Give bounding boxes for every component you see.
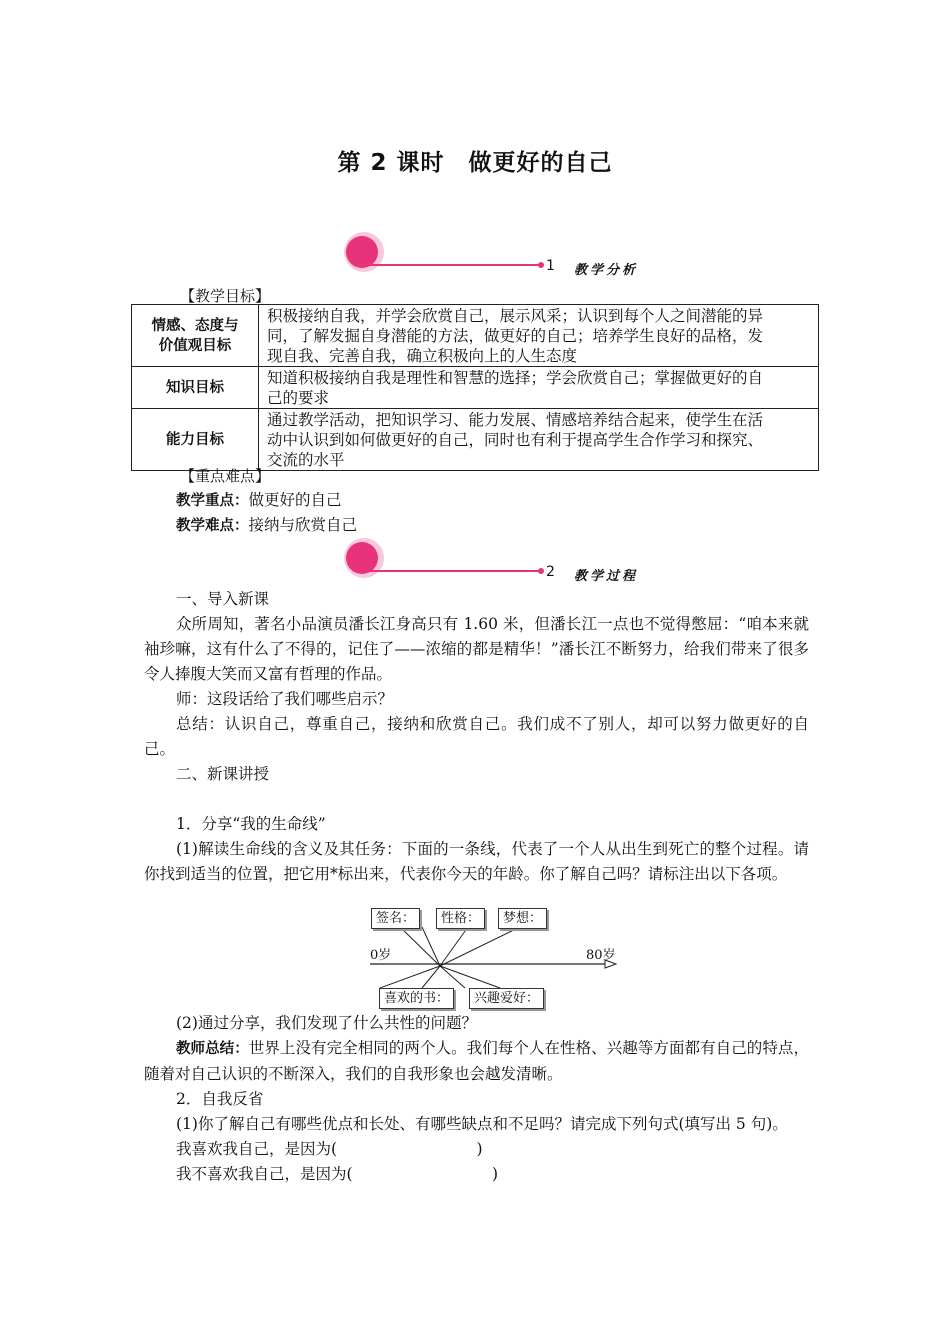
goal-category xyxy=(132,367,259,409)
key-focus-label: 教学重点： xyxy=(176,493,249,509)
key-difficulty-text: 接纳与欣赏自己 xyxy=(248,516,358,534)
table-row xyxy=(132,367,819,409)
key-difficulty-label: 教学难点： xyxy=(176,518,249,534)
reflect-heading: 2．自我反省 xyxy=(176,1090,264,1108)
section-header-analysis xyxy=(340,230,670,290)
goal-category xyxy=(132,305,259,367)
goal-text-line: 通过教学活动，把知识学习、能力发展、情感培养结合起来，使学生在活 xyxy=(267,411,764,429)
intro-heading: 一、导入新课 xyxy=(176,590,270,608)
keypoints-heading: 【重点难点】 xyxy=(180,467,271,485)
process-block-3 xyxy=(144,1011,809,1187)
goal-category-line: 知识目标 xyxy=(166,379,224,396)
lifeline-box-personality: 性格： xyxy=(436,908,485,929)
share-heading: 1．分享“我的生命线” xyxy=(176,815,326,833)
key-difficulty xyxy=(176,515,841,536)
teacher-question: 师：这段话给了我们哪些启示？ xyxy=(176,690,394,708)
lifeline-start-label: 0岁 xyxy=(370,948,392,963)
reflect-text: (1)你了解自己有哪些优点和长处、有哪些缺点和不足吗？请完成下列句式(填写出 5 句)。 xyxy=(176,1115,788,1133)
goal-category xyxy=(132,409,259,471)
share-question-2: (2)通过分享，我们发现了什么共性的问题？ xyxy=(176,1014,477,1032)
goal-text-line: 现自我、完善自我，确立积极向上的人生态度 xyxy=(267,347,578,365)
goal-category-line: 价值观目标 xyxy=(158,337,232,354)
intro-summary: 总结：认识自己，尊重自己，接纳和欣赏自己。我们成不了别人，却可以努力做更好的自己。 xyxy=(144,715,809,758)
goal-description xyxy=(259,409,819,471)
section-number: 1 xyxy=(546,258,555,274)
share-text: (1)解读生命线的含义及其任务：下面的一条线，代表了一个人从出生到死亡的整个过程。请你找到适当的位置，把它用*标出来，代表你今天的年龄。你了解自己吗？请标注出以下各项。 xyxy=(144,840,809,883)
goals-heading: 【教学目标】 xyxy=(180,287,271,305)
lifeline-box-books: 喜欢的书： xyxy=(379,988,454,1009)
process-block-2 xyxy=(144,812,809,887)
goal-category-line: 情感、态度与 xyxy=(151,317,239,334)
like-line: 我喜欢我自己，是因为( ) xyxy=(176,1140,483,1158)
table-row xyxy=(132,409,819,471)
table-row xyxy=(132,305,819,367)
lifeline-end-label: 80岁 xyxy=(586,948,616,963)
teacher-summary-text: 世界上没有完全相同的两个人。我们每个人在性格、兴趣等方面都有自己的特点，随着对自己认识的不断深入，我们的自我形象也会越发清晰。 xyxy=(144,1039,809,1083)
goal-text-line: 己的要求 xyxy=(267,389,330,407)
key-focus xyxy=(176,490,841,511)
goal-text-line: 同，了解发掘自身潜能的方法，做更好的自己；培养学生良好的品格，发 xyxy=(267,327,764,345)
lifeline-box-signature: 签名： xyxy=(371,908,420,929)
section-label: 教学过程 xyxy=(574,569,639,584)
page-title: 第 2 课时 做更好的自己 xyxy=(337,150,613,176)
dislike-line: 我不喜欢我自己，是因为( ) xyxy=(176,1165,499,1183)
goal-text-line: 动中认识到如何做更好的自己，同时也有利于提高学生合作学习和探究、 xyxy=(267,431,764,449)
teacher-summary xyxy=(144,1036,809,1087)
intro-text: 众所周知，著名小品演员潘长江身高只有 1.60 米，但潘长江一点也不觉得憋屈：“咱本来就袖珍嘛，这有什么了不得的，记住了——浓缩的都是精华！”潘长江不断努力，给我们带来了很多令人捧腹大笑而又富有哲理的作品。 xyxy=(144,615,809,683)
goal-description xyxy=(259,305,819,367)
goal-text-line: 知道积极接纳自我是理性和智慧的选择；学会欣赏自己；掌握做更好的自 xyxy=(267,369,764,387)
new-lesson-heading: 二、新课讲授 xyxy=(176,765,270,783)
lifeline-box-hobbies: 兴趣爱好： xyxy=(469,988,544,1009)
goal-text-line: 积极接纳自我，并学会欣赏自己，展示风采；认识到每个人之间潜能的异 xyxy=(267,307,764,325)
goals-table xyxy=(131,304,819,471)
teacher-summary-label: 教师总结： xyxy=(176,1041,249,1057)
goal-category-line: 能力目标 xyxy=(166,431,224,448)
process-block-1 xyxy=(144,587,809,787)
goal-text-line: 交流的水平 xyxy=(267,451,345,469)
goal-description xyxy=(259,367,819,409)
section-number: 2 xyxy=(546,564,555,580)
section-label: 教学分析 xyxy=(574,263,639,278)
lifeline-diagram xyxy=(360,906,630,1010)
lifeline-box-dream: 梦想： xyxy=(498,908,547,929)
key-focus-text: 做更好的自己 xyxy=(248,491,342,509)
